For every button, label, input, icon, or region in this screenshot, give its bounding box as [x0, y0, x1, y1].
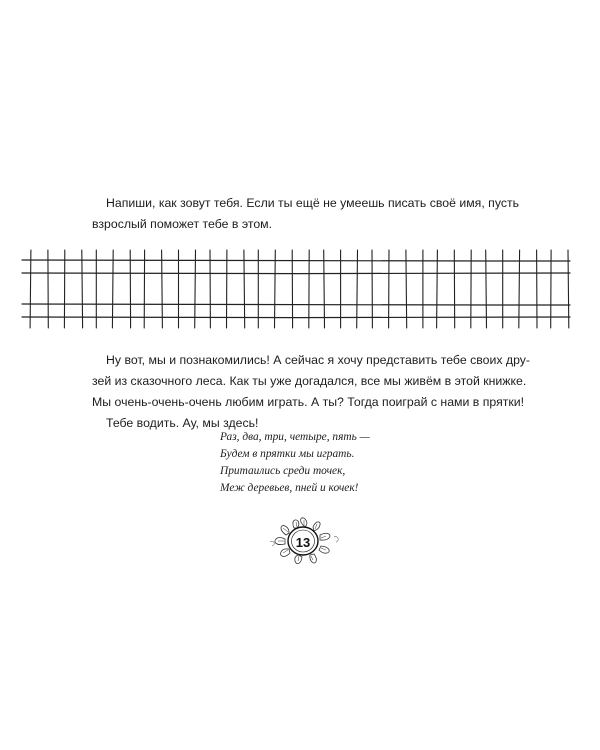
grid-vertical-line [244, 250, 245, 328]
poem-line: Меж деревьев, пней и кочек! [220, 482, 359, 494]
story-paragraph [92, 350, 532, 434]
intro-paragraph [92, 193, 532, 235]
story-line: Тебе водить. Ау, мы здесь! [106, 416, 259, 430]
grid-vertical-line [486, 250, 487, 328]
intro-line: Напиши, как зовут тебя. Если ты ещё не умеешь писать своё имя, пусть [106, 196, 520, 210]
grid-vertical-line [437, 250, 438, 328]
story-line: зей из сказочного леса. Как ты уже догадался, все мы живём в этой книжке. [92, 374, 527, 388]
story-line: Мы очень-очень-очень любим играть. А ты? Тогда поиграй с нами в прятки! [92, 395, 525, 409]
poem-line: Раз, два, три, четыре, пять — [220, 431, 370, 443]
poem-line: Притаились среди точек, [220, 465, 346, 477]
grid-vertical-line [568, 250, 569, 328]
grid-vertical-line [162, 250, 163, 328]
hide-and-seek-poem [220, 429, 370, 497]
grid-vertical-line [519, 250, 520, 328]
grid-vertical-line [324, 250, 325, 328]
grid-vertical-line [275, 250, 276, 328]
page-number-badge [258, 515, 348, 569]
name-writing-grid[interactable] [18, 246, 574, 336]
grid-horizontal-line [22, 260, 570, 261]
grid-vertical-line [357, 250, 358, 328]
page-number: 13 [295, 535, 311, 550]
grid-vertical-line [112, 250, 113, 328]
grid-vertical-line [195, 250, 196, 328]
grid-vertical-line [406, 250, 407, 328]
grid-horizontal-line [22, 304, 570, 305]
grid-vertical-line [30, 250, 31, 328]
grid-horizontal-line [22, 273, 570, 274]
story-line: Ну вот, мы и познакомились! А сейчас я хочу представить тебе своих дру- [106, 353, 531, 367]
poem-line: Будем в прятки мы играть. [220, 448, 355, 460]
grid-horizontal-line [22, 317, 570, 318]
grid-vertical-line [82, 250, 83, 328]
intro-line: взрослый поможет тебе в этом. [92, 217, 273, 231]
